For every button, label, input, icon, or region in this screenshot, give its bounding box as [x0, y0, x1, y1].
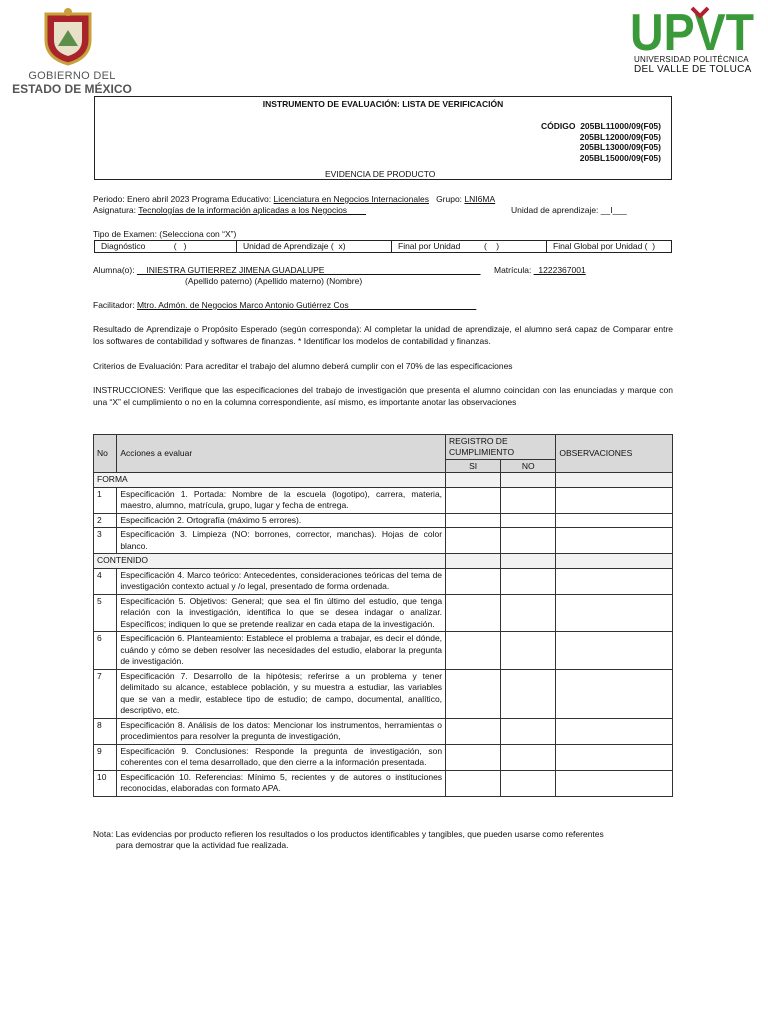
header-acciones: Acciones a evaluar — [117, 435, 446, 473]
alumno-label: Alumna(o): — [93, 265, 137, 275]
criterios-evaluacion: Criterios de Evaluación: Para acreditar el trabajo del alumno deberá cumplir con el 70% de las especificaciones — [93, 361, 513, 371]
section-empty-cell — [501, 473, 556, 488]
table-row — [94, 513, 673, 528]
cell-si[interactable] — [446, 528, 501, 554]
code-1: 205BL11000/09(F05) — [580, 121, 661, 131]
cell-si[interactable] — [446, 568, 501, 594]
edomex-line2: ESTADO DE MÉXICO — [12, 82, 132, 96]
header-no: No — [94, 435, 117, 473]
alumno-value: __INIESTRA GUTIERREZ JIMENA GUADALUPE____________ — [136, 265, 382, 275]
header-no-col: NO — [501, 460, 556, 473]
exam-type-row — [94, 240, 672, 253]
row-specification: Especificación 1. Portada: Nombre de la escuela (logotipo), carrera, materia, maestro, alumno, matrícula, grupo, lugar y fecha de entrega. — [117, 487, 446, 513]
section-row — [94, 473, 673, 488]
alumno-line — [93, 265, 480, 275]
table-row — [94, 718, 673, 744]
asignatura-label: Asignatura: — [93, 205, 139, 215]
cell-no[interactable] — [501, 528, 556, 554]
cell-no[interactable] — [501, 744, 556, 770]
unidad-aprendizaje: Unidad de aprendizaje: __I___ — [511, 205, 627, 215]
section-empty-cell — [501, 554, 556, 569]
row-specification: Especificación 2. Ortografía (máximo 5 errores). — [117, 513, 446, 528]
code-2: 205BL12000/09(F05) — [579, 131, 661, 142]
row-specification: Especificación 10. Referencias: Mínimo 5, recientes y de autores o instituciones reconocidas, elaboradas con formato APA. — [117, 770, 446, 796]
cell-observaciones[interactable] — [556, 513, 673, 528]
exam-option-final-unidad[interactable]: Final por Unidad ( ) — [392, 241, 547, 252]
table-row — [94, 594, 673, 632]
evidencia-label: EVIDENCIA DE PRODUCTO — [325, 169, 436, 179]
row-number: 9 — [94, 744, 117, 770]
exam-option-final-global[interactable]: Final Global por Unidad ( ) — [553, 241, 656, 251]
row-specification: Especificación 9. Conclusiones: Responde la pregunta de investigación, son coherentes con el tema desarrollado, que den cierre a la información presentada. — [117, 744, 446, 770]
edomex-shield-icon — [40, 8, 96, 66]
cell-si[interactable] — [446, 594, 501, 632]
cell-no[interactable] — [501, 568, 556, 594]
grupo-label: Grupo: — [436, 194, 465, 204]
upvt-wordmark: UPVT — [630, 6, 754, 52]
document-title: INSTRUMENTO DE EVALUACIÓN: LISTA DE VERIFICACIÓN — [262, 99, 504, 109]
header-box — [94, 96, 672, 180]
row-specification: Especificación 4. Marco teórico: Antecedentes, consideraciones teóricas del tema de investigación contexto actual y /o legal, presentado de forma ordenada. — [117, 568, 446, 594]
row-specification: Especificación 3. Limpieza (NO: borrones, corrector, manchas). Hojas de color blanco. — [117, 528, 446, 554]
cell-si[interactable] — [446, 513, 501, 528]
code-4: 205BL15000/09(F05) — [579, 152, 661, 163]
codigo-label: CÓDIGO — [540, 121, 576, 131]
programa-value: Licenciatura en Negocios Internacionales — [273, 194, 429, 204]
table-row — [94, 744, 673, 770]
upvt-logo — [630, 6, 754, 52]
apellidos-caption: (Apellido paterno) (Apellido materno) (Nombre) — [185, 276, 363, 286]
facilitador-line — [93, 300, 476, 310]
periodo-text: Periodo: Enero abril 2023 Programa Educativo: — [93, 194, 274, 204]
alumno-fill: _____________________ — [381, 265, 481, 275]
nota: Nota: Las evidencias por producto refieren los resultados o los productos identificables y tangibles, que pueden usarse como referentes — [93, 829, 604, 839]
cell-si[interactable] — [446, 632, 501, 670]
exam-option-unidad[interactable]: Unidad de Aprendizaje ( x) — [237, 241, 392, 252]
exam-option-diagnostico[interactable]: Diagnóstico ( ) — [95, 241, 237, 252]
cell-no[interactable] — [501, 594, 556, 632]
cell-si[interactable] — [446, 487, 501, 513]
cell-observaciones[interactable] — [556, 718, 673, 744]
row-number: 1 — [94, 487, 117, 513]
cell-no[interactable] — [501, 513, 556, 528]
section-title: CONTENIDO — [94, 554, 446, 569]
row-specification: Especificación 8. Análisis de los datos: Mencionar los instrumentos, herramientas o procedimientos para resolver la pregunta de investigación, — [117, 718, 446, 744]
matricula-value: _1222367001 — [533, 265, 586, 275]
header-si: SI — [446, 460, 501, 473]
section-empty-cell — [556, 554, 673, 569]
cell-observaciones[interactable] — [556, 770, 673, 796]
row-number: 5 — [94, 594, 117, 632]
upvt-line2: DEL VALLE DE TOLUCA — [634, 64, 752, 75]
facilitador-label: Facilitador: — [93, 300, 137, 310]
checklist-body — [94, 473, 673, 797]
section-row — [94, 554, 673, 569]
instrucciones: INSTRUCCIONES: Verifique que las especificaciones del trabajo de investigación que presenta el alumno coincidan con las enunciadas y marque con una “X” el cumplimiento o no en la columna correspondiente, así mismo, es importante anotar las observaciones — [93, 385, 673, 407]
document-codes — [541, 121, 661, 163]
row-number: 2 — [94, 513, 117, 528]
facilitador-value: Mtro. Admón. de Negocios Marco Antonio Gutiérrez Cos___________________________ — [136, 300, 477, 310]
cell-observaciones[interactable] — [556, 594, 673, 632]
table-header-row — [94, 435, 673, 460]
section-empty-cell — [556, 473, 673, 488]
section-empty-cell — [446, 554, 501, 569]
asignatura-value: Tecnologías de la información aplicadas a los Negocios____ — [138, 205, 366, 215]
row-specification: Especificación 7. Desarrollo de la hipótesis; referirse a un problema y tener delimitado su alcance, establece población, y su muestra a estudiar, las variables que se van a medir, establece tipo de estudio; de campo, documental, analítico, descriptivo, etc. — [117, 669, 446, 718]
cell-no[interactable] — [501, 770, 556, 796]
row-number: 10 — [94, 770, 117, 796]
row-number: 8 — [94, 718, 117, 744]
row-number: 3 — [94, 528, 117, 554]
row-number: 4 — [94, 568, 117, 594]
cell-observaciones[interactable] — [556, 744, 673, 770]
cell-no[interactable] — [501, 487, 556, 513]
row-number: 7 — [94, 669, 117, 718]
asignatura-line — [93, 205, 366, 215]
table-row — [94, 568, 673, 594]
cell-si[interactable] — [446, 669, 501, 718]
cell-observaciones[interactable] — [556, 528, 673, 554]
tipo-examen-label: Tipo de Examen: (Selecciona con “X”) — [93, 229, 237, 239]
matricula-label: Matrícula: — [494, 265, 534, 275]
table-row — [94, 528, 673, 554]
section-empty-cell — [446, 473, 501, 488]
cell-observaciones[interactable] — [556, 568, 673, 594]
matricula-line — [494, 265, 586, 275]
header-observaciones: OBSERVACIONES — [556, 435, 673, 473]
checklist-table — [93, 434, 673, 797]
grupo-value: LNI6MA — [464, 194, 496, 204]
table-row — [94, 770, 673, 796]
row-number: 6 — [94, 632, 117, 670]
nota-continuation: para demostrar que la actividad fue realizada. — [116, 840, 289, 850]
table-row — [94, 669, 673, 718]
row-specification: Especificación 6. Planteamiento: Establece el problema a trabajar, es decir el dónde, cuándo y cómo se deben resolver las necesidades del estudio, elaborar la pregunta de investigación. — [117, 632, 446, 670]
cell-observaciones[interactable] — [556, 487, 673, 513]
cell-no[interactable] — [501, 718, 556, 744]
section-title: FORMA — [94, 473, 446, 488]
cell-si[interactable] — [446, 770, 501, 796]
cell-observaciones[interactable] — [556, 632, 673, 670]
cell-si[interactable] — [446, 744, 501, 770]
resultado-aprendizaje: Resultado de Aprendizaje o Propósito Esperado (según corresponda): Al completar la unidad de aprendizaje, el alumno será capaz de Comparar entre los softwares de contabilidad y softwares de finanzas. * Identificar los modelos de contabilidad y finanzas. — [93, 324, 673, 346]
edomex-line1: GOBIERNO DEL — [28, 70, 116, 82]
cell-observaciones[interactable] — [556, 669, 673, 718]
code-3: 205BL13000/09(F05) — [579, 142, 661, 152]
table-row — [94, 487, 673, 513]
cell-si[interactable] — [446, 718, 501, 744]
cell-no[interactable] — [501, 669, 556, 718]
header-registro: REGISTRO DE CUMPLIMIENTO — [446, 435, 556, 460]
table-row — [94, 632, 673, 670]
cell-no[interactable] — [501, 632, 556, 670]
row-specification: Especificación 5. Objetivos: General; que sea el fin último del estudio, que tenga relación con la investigación, identifica lo que se desea indagar o analizar. Específicos; indiquen lo que se pretende realizar en cada etapa de la investigación. — [117, 594, 446, 632]
periodo-line — [93, 194, 495, 204]
upvt-line1: UNIVERSIDAD POLITÉCNICA — [634, 55, 749, 64]
